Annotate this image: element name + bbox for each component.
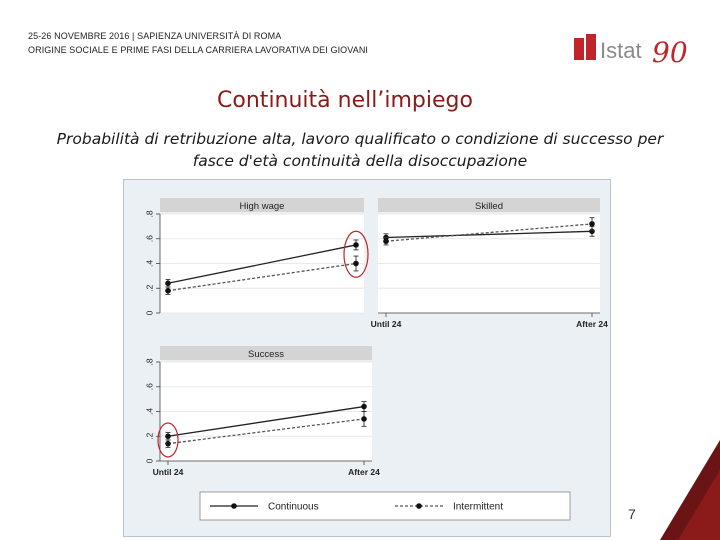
panel-title: Skilled xyxy=(475,201,503,212)
legend-marker xyxy=(231,503,237,509)
legend-label: Continuous xyxy=(268,501,319,513)
data-point-continuous xyxy=(353,242,359,248)
chart-figure xyxy=(123,179,611,537)
y-tick-label: .4 xyxy=(144,407,155,416)
chart-svg xyxy=(124,180,610,536)
slide-subtitle: Probabilità di retribuzione alta, lavoro qualificato o condizione di successo per fasce d'età continuità della disoccupazione xyxy=(56,130,664,170)
y-tick-label: .6 xyxy=(144,235,155,243)
y-tick-label: .8 xyxy=(144,210,155,218)
y-tick-label: 0 xyxy=(144,458,155,464)
data-point-intermittent xyxy=(165,441,171,447)
data-point-intermittent xyxy=(383,238,389,244)
x-tick-label: Until 24 xyxy=(152,467,184,477)
y-tick-label: .6 xyxy=(144,383,155,391)
y-tick-label: .2 xyxy=(144,432,155,440)
legend-marker xyxy=(416,503,422,509)
istat-logo xyxy=(574,30,692,70)
data-point-intermittent xyxy=(165,288,171,294)
logo-text: Istat xyxy=(600,38,642,63)
data-point-intermittent xyxy=(361,416,367,422)
panel-title: High wage xyxy=(239,201,285,212)
corner-decoration xyxy=(660,440,720,540)
y-tick-label: .8 xyxy=(144,358,155,366)
slide-title: Continuità nell’impiego xyxy=(217,88,473,113)
x-tick-label: After 24 xyxy=(576,319,608,329)
panel-title: Success xyxy=(248,349,284,360)
header-event-line: 25-26 NOVEMBRE 2016 | SAPIENZA UNIVERSITÀ DI ROMA xyxy=(28,31,282,41)
y-tick-label: .4 xyxy=(144,259,155,268)
page-number: 7 xyxy=(628,506,636,522)
x-tick-label: After 24 xyxy=(348,467,380,477)
data-point-intermittent xyxy=(353,261,359,267)
y-tick-label: .2 xyxy=(144,284,155,292)
x-tick-label: Until 24 xyxy=(370,319,402,329)
data-point-continuous xyxy=(165,281,171,287)
legend-label: Intermittent xyxy=(453,501,504,513)
data-point-intermittent xyxy=(589,221,595,227)
data-point-continuous xyxy=(165,433,171,439)
y-tick-label: 0 xyxy=(144,310,155,316)
logo-number: 90 xyxy=(652,36,688,69)
header-topic-line: ORIGINE SOCIALE E PRIME FASI DELLA CARRIERA LAVORATIVA DEI GIOVANI xyxy=(28,45,369,55)
data-point-continuous xyxy=(361,404,367,410)
